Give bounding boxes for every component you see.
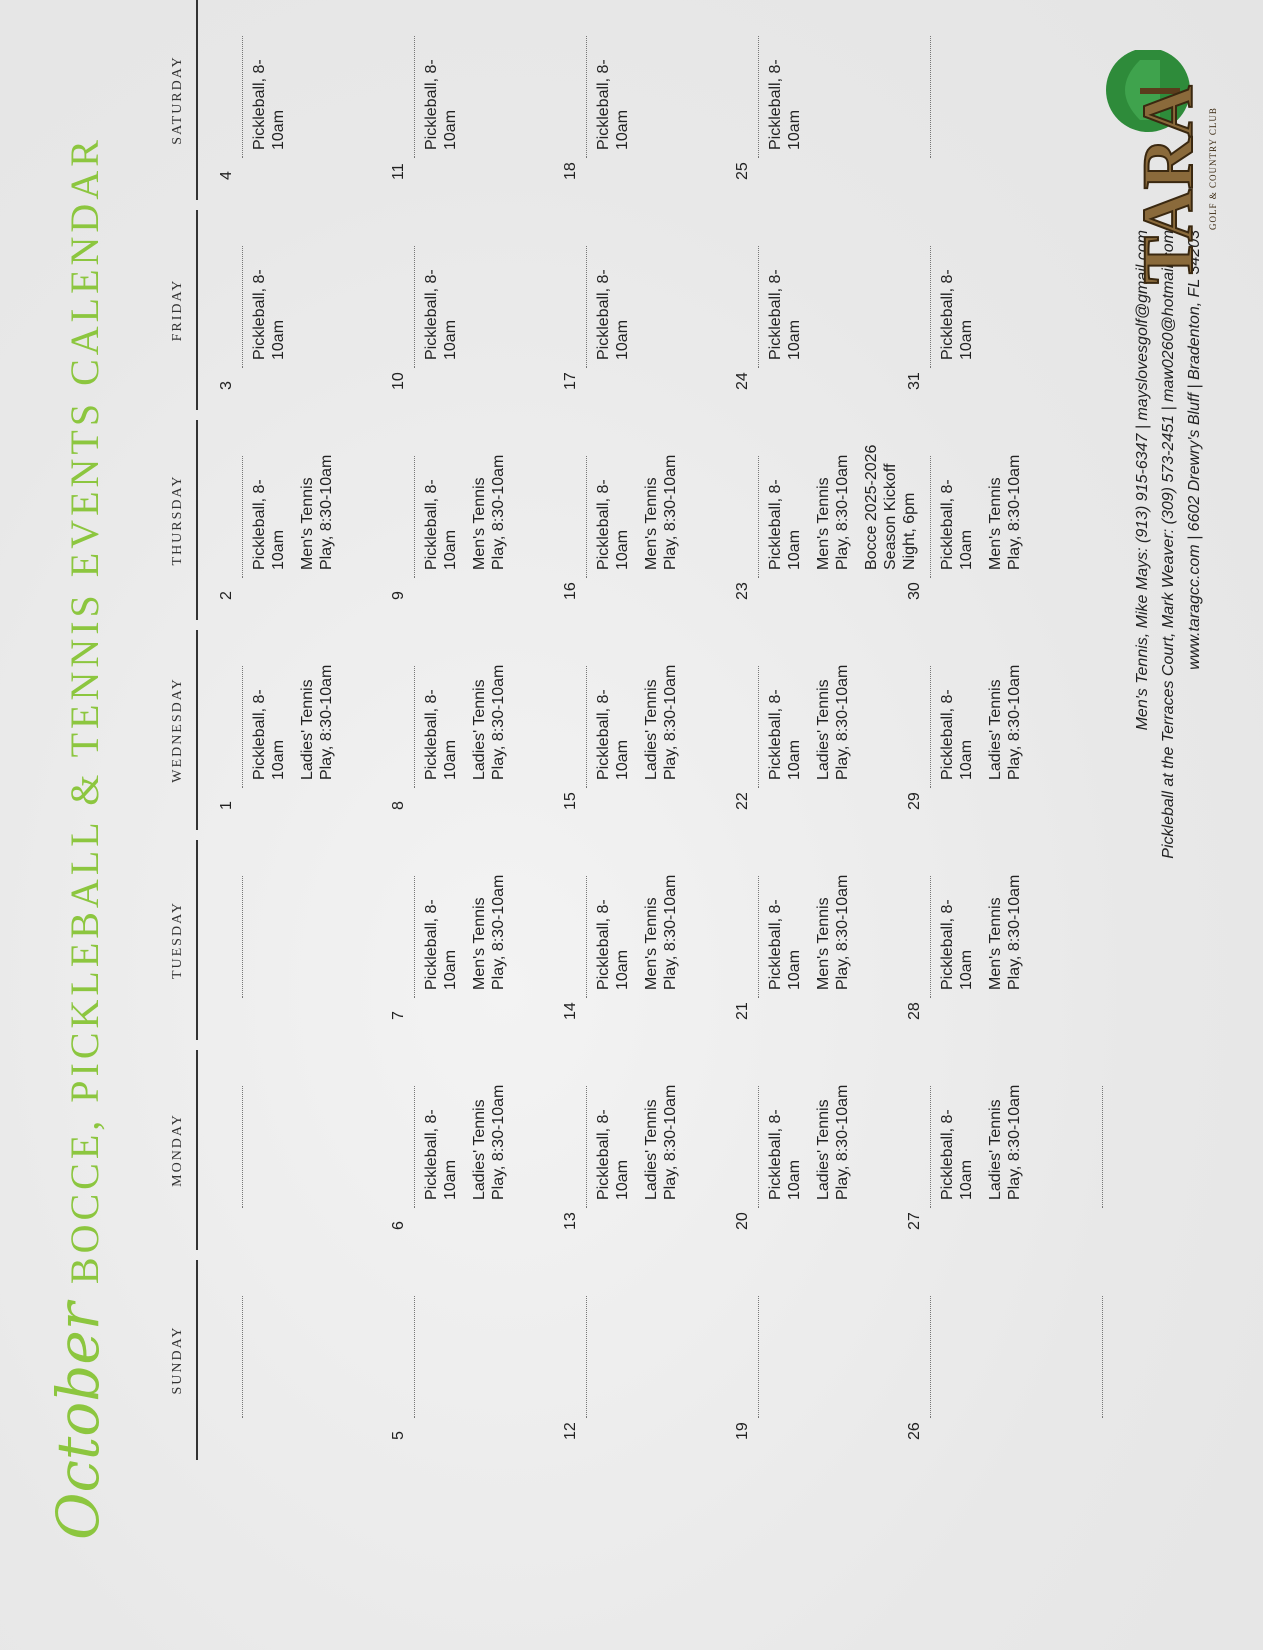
event-list xyxy=(250,440,346,570)
day-number: 21 xyxy=(734,1002,751,1020)
event-item: Ladies' Tennis Play, 8:30-10am xyxy=(471,1084,507,1200)
dotted-divider xyxy=(242,1086,243,1208)
tara-logo-graphic xyxy=(1100,50,1230,290)
dotted-divider xyxy=(414,246,415,368)
event-item: Pickleball, 8-10am xyxy=(767,59,803,150)
dotted-divider xyxy=(930,876,931,998)
day-cell[interactable] xyxy=(906,230,1071,390)
month-title: October xyxy=(44,1302,112,1540)
day-number: 4 xyxy=(218,171,235,180)
dotted-divider xyxy=(758,1086,759,1208)
weekday-header-saturday: SATURDAY xyxy=(170,55,185,145)
day-cell[interactable] xyxy=(906,440,1071,600)
dotted-divider xyxy=(586,666,587,788)
weekday-header-thursday: THURSDAY xyxy=(170,474,185,566)
event-item: Pickleball, 8-10am xyxy=(423,899,459,990)
event-list xyxy=(938,650,1034,780)
event-list xyxy=(250,20,298,150)
day-cell[interactable] xyxy=(562,1280,727,1440)
event-item: Ladies' Tennis Play, 8:30-10am xyxy=(471,664,507,780)
event-item: Ladies' Tennis Play, 8:30-10am xyxy=(815,1084,851,1200)
dotted-divider xyxy=(586,36,587,158)
event-item: Pickleball, 8-10am xyxy=(767,479,803,570)
day-number: 23 xyxy=(734,582,751,600)
dotted-divider xyxy=(930,246,931,368)
event-item: Pickleball, 8-10am xyxy=(595,1109,631,1200)
dotted-divider xyxy=(930,456,931,578)
weekday-header-friday: FRIDAY xyxy=(170,278,185,342)
day-number: 16 xyxy=(562,582,579,600)
day-cell[interactable] xyxy=(390,1070,555,1230)
day-number: 30 xyxy=(906,582,923,600)
page-title xyxy=(44,136,112,1540)
day-cell[interactable] xyxy=(906,20,1071,180)
event-item: Bocce 2025-2026 Season Kickoff Night, 6pm xyxy=(863,444,918,570)
day-cell[interactable] xyxy=(390,650,555,810)
day-number: 19 xyxy=(734,1422,751,1440)
event-list xyxy=(422,230,470,360)
day-cell[interactable] xyxy=(218,860,383,1020)
dotted-divider xyxy=(414,1086,415,1208)
event-list xyxy=(422,20,470,150)
logo-tagline: GOLF & COUNTRY CLUB xyxy=(1208,107,1218,230)
day-number: 5 xyxy=(390,1431,407,1440)
event-list xyxy=(594,1070,690,1200)
event-list xyxy=(938,860,1034,990)
calendar-heading: BOCCE, PICKLEBALL & TENNIS EVENTS CALENDAR xyxy=(62,136,107,1285)
footer-line-tennis: Men's Tennis, Mike Mays: (913) 915-6347 | mayslovesgolf@gmail.com xyxy=(1134,230,1151,731)
weekday-rule xyxy=(196,0,198,200)
dotted-divider xyxy=(586,1296,587,1418)
dotted-divider xyxy=(242,666,243,788)
day-number: 13 xyxy=(562,1212,579,1230)
day-number: 7 xyxy=(390,1011,407,1020)
day-number: 6 xyxy=(390,1221,407,1230)
day-cell[interactable] xyxy=(1078,1280,1243,1440)
day-cell[interactable] xyxy=(906,650,1071,810)
dotted-divider xyxy=(758,1296,759,1418)
event-list xyxy=(594,860,690,990)
event-item: Pickleball, 8-10am xyxy=(939,269,975,360)
event-list xyxy=(766,20,814,150)
day-number: 26 xyxy=(906,1422,923,1440)
event-item: Pickleball, 8-10am xyxy=(595,689,631,780)
day-cell[interactable] xyxy=(906,1280,1071,1440)
day-cell[interactable] xyxy=(1078,1070,1243,1230)
day-cell[interactable] xyxy=(734,860,899,1020)
weekday-rule xyxy=(196,1260,198,1460)
event-list xyxy=(938,440,1034,570)
tara-logo xyxy=(1100,50,1230,290)
day-cell[interactable] xyxy=(562,650,727,810)
day-number: 11 xyxy=(390,163,407,180)
day-cell[interactable] xyxy=(562,1070,727,1230)
event-item: Ladies' Tennis Play, 8:30-10am xyxy=(987,664,1023,780)
day-cell[interactable] xyxy=(734,440,918,600)
dotted-divider xyxy=(586,876,587,998)
event-item: Pickleball, 8-10am xyxy=(595,59,631,150)
dotted-divider xyxy=(930,36,931,158)
event-item: Men's Tennis Play, 8:30-10am xyxy=(643,874,679,990)
day-number: 31 xyxy=(906,372,923,390)
dotted-divider xyxy=(758,456,759,578)
event-item: Pickleball, 8-10am xyxy=(595,899,631,990)
day-cell[interactable] xyxy=(218,230,383,390)
event-item: Pickleball, 8-10am xyxy=(767,899,803,990)
day-cell[interactable] xyxy=(734,1280,899,1440)
dotted-divider xyxy=(930,1086,931,1208)
event-item: Pickleball, 8-10am xyxy=(595,269,631,360)
event-item: Men's Tennis Play, 8:30-10am xyxy=(643,454,679,570)
dotted-divider xyxy=(758,246,759,368)
day-cell[interactable] xyxy=(390,1280,555,1440)
day-number: 3 xyxy=(218,381,235,390)
day-cell[interactable] xyxy=(390,20,555,180)
day-number: 1 xyxy=(218,801,235,810)
weekday-rule xyxy=(196,210,198,410)
day-number: 14 xyxy=(562,1002,579,1020)
day-cell[interactable] xyxy=(218,1070,383,1230)
day-cell[interactable] xyxy=(562,860,727,1020)
event-item: Ladies' Tennis Play, 8:30-10am xyxy=(299,664,335,780)
event-item: Pickleball, 8-10am xyxy=(251,479,287,570)
day-cell[interactable] xyxy=(562,440,727,600)
dotted-divider xyxy=(758,876,759,998)
event-list xyxy=(250,650,346,780)
event-list xyxy=(766,650,862,780)
event-list xyxy=(594,20,642,150)
dotted-divider xyxy=(758,666,759,788)
day-number: 29 xyxy=(906,792,923,810)
day-number: 24 xyxy=(734,372,751,390)
event-list xyxy=(594,230,642,360)
event-item: Men's Tennis Play, 8:30-10am xyxy=(471,454,507,570)
event-item: Pickleball, 8-10am xyxy=(767,689,803,780)
event-item: Pickleball, 8-10am xyxy=(939,1109,975,1200)
day-number: 28 xyxy=(906,1002,923,1020)
event-item: Men's Tennis Play, 8:30-10am xyxy=(815,874,851,990)
event-item: Pickleball, 8-10am xyxy=(423,689,459,780)
day-number: 8 xyxy=(390,801,407,810)
dotted-divider xyxy=(1102,1086,1103,1208)
dotted-divider xyxy=(242,1296,243,1418)
event-list xyxy=(766,1070,862,1200)
day-cell[interactable] xyxy=(218,650,383,810)
weekday-rule xyxy=(196,630,198,830)
dotted-divider xyxy=(414,1296,415,1418)
weekday-header-tuesday: TUESDAY xyxy=(170,900,185,980)
logo-wordmark: TARA xyxy=(1128,85,1208,284)
event-list xyxy=(422,1070,518,1200)
dotted-divider xyxy=(242,246,243,368)
weekday-rule xyxy=(196,420,198,620)
event-list xyxy=(766,440,929,570)
dotted-divider xyxy=(242,36,243,158)
dotted-divider xyxy=(414,36,415,158)
weekday-rule xyxy=(196,840,198,1040)
day-number: 20 xyxy=(734,1212,751,1230)
event-item: Men's Tennis Play, 8:30-10am xyxy=(299,454,335,570)
day-cell[interactable] xyxy=(390,230,555,390)
event-list xyxy=(422,440,518,570)
dotted-divider xyxy=(414,456,415,578)
event-item: Ladies' Tennis Play, 8:30-10am xyxy=(987,1084,1023,1200)
event-list xyxy=(250,230,298,360)
event-item: Men's Tennis Play, 8:30-10am xyxy=(471,874,507,990)
event-list xyxy=(766,230,814,360)
dotted-divider xyxy=(586,1086,587,1208)
dotted-divider xyxy=(242,456,243,578)
event-item: Pickleball, 8-10am xyxy=(251,59,287,150)
event-item: Pickleball, 8-10am xyxy=(939,479,975,570)
event-item: Men's Tennis Play, 8:30-10am xyxy=(815,454,851,570)
day-number: 2 xyxy=(218,591,235,600)
weekday-header-wednesday: WEDNESDAY xyxy=(170,677,185,783)
event-item: Pickleball, 8-10am xyxy=(595,479,631,570)
dotted-divider xyxy=(930,666,931,788)
day-cell[interactable] xyxy=(390,440,555,600)
event-item: Pickleball, 8-10am xyxy=(251,269,287,360)
day-number: 15 xyxy=(562,792,579,810)
dotted-divider xyxy=(414,876,415,998)
event-item: Men's Tennis Play, 8:30-10am xyxy=(987,874,1023,990)
event-list xyxy=(594,650,690,780)
weekday-header-monday: MONDAY xyxy=(170,1113,185,1187)
day-cell[interactable] xyxy=(218,20,383,180)
day-cell[interactable] xyxy=(734,230,899,390)
event-item: Ladies' Tennis Play, 8:30-10am xyxy=(643,1084,679,1200)
day-cell[interactable] xyxy=(734,650,899,810)
day-number: 12 xyxy=(562,1422,579,1440)
day-cell[interactable] xyxy=(562,230,727,390)
event-list xyxy=(422,860,518,990)
day-number: 27 xyxy=(906,1212,923,1230)
weekday-rule xyxy=(196,1050,198,1250)
day-cell[interactable] xyxy=(218,1280,383,1440)
event-item: Pickleball, 8-10am xyxy=(939,899,975,990)
day-number: 18 xyxy=(562,162,579,180)
day-cell[interactable] xyxy=(734,20,899,180)
dotted-divider xyxy=(242,876,243,998)
event-item: Pickleball, 8-10am xyxy=(423,59,459,150)
event-item: Pickleball, 8-10am xyxy=(423,269,459,360)
event-list xyxy=(422,650,518,780)
day-cell[interactable] xyxy=(562,20,727,180)
weekday-header-sunday: SUNDAY xyxy=(170,1325,185,1395)
dotted-divider xyxy=(1102,1296,1103,1418)
dotted-divider xyxy=(586,246,587,368)
dotted-divider xyxy=(586,456,587,578)
day-number: 17 xyxy=(562,372,579,390)
day-cell[interactable] xyxy=(906,1070,1071,1230)
day-number: 9 xyxy=(390,591,407,600)
day-cell[interactable] xyxy=(218,440,383,600)
day-number: 22 xyxy=(734,792,751,810)
event-item: Pickleball, 8-10am xyxy=(423,1109,459,1200)
day-cell[interactable] xyxy=(390,860,555,1020)
event-item: Pickleball, 8-10am xyxy=(251,689,287,780)
event-item: Ladies' Tennis Play, 8:30-10am xyxy=(815,664,851,780)
event-list xyxy=(594,440,690,570)
day-cell[interactable] xyxy=(906,860,1071,1020)
event-item: Pickleball, 8-10am xyxy=(423,479,459,570)
dotted-divider xyxy=(414,666,415,788)
event-item: Ladies' Tennis Play, 8:30-10am xyxy=(643,664,679,780)
event-list xyxy=(938,1070,1034,1200)
event-item: Pickleball, 8-10am xyxy=(767,269,803,360)
dotted-divider xyxy=(758,36,759,158)
event-item: Pickleball, 8-10am xyxy=(767,1109,803,1200)
event-item: Pickleball, 8-10am xyxy=(939,689,975,780)
day-cell[interactable] xyxy=(734,1070,899,1230)
event-list xyxy=(766,860,862,990)
dotted-divider xyxy=(930,1296,931,1418)
event-list xyxy=(938,230,986,360)
footer-line-pickleball: Pickleball at the Terraces Court, Mark Weaver: (309) 573-2451 | maw0260@hotmail.com xyxy=(1160,230,1177,859)
day-number: 25 xyxy=(734,162,751,180)
contact-footer xyxy=(1130,230,1208,1050)
event-item: Men's Tennis Play, 8:30-10am xyxy=(987,454,1023,570)
day-number: 10 xyxy=(390,372,407,390)
footer-line-address: www.taragcc.com | 6602 Drewry's Bluff | Bradenton, FL 34203 xyxy=(1186,230,1203,670)
